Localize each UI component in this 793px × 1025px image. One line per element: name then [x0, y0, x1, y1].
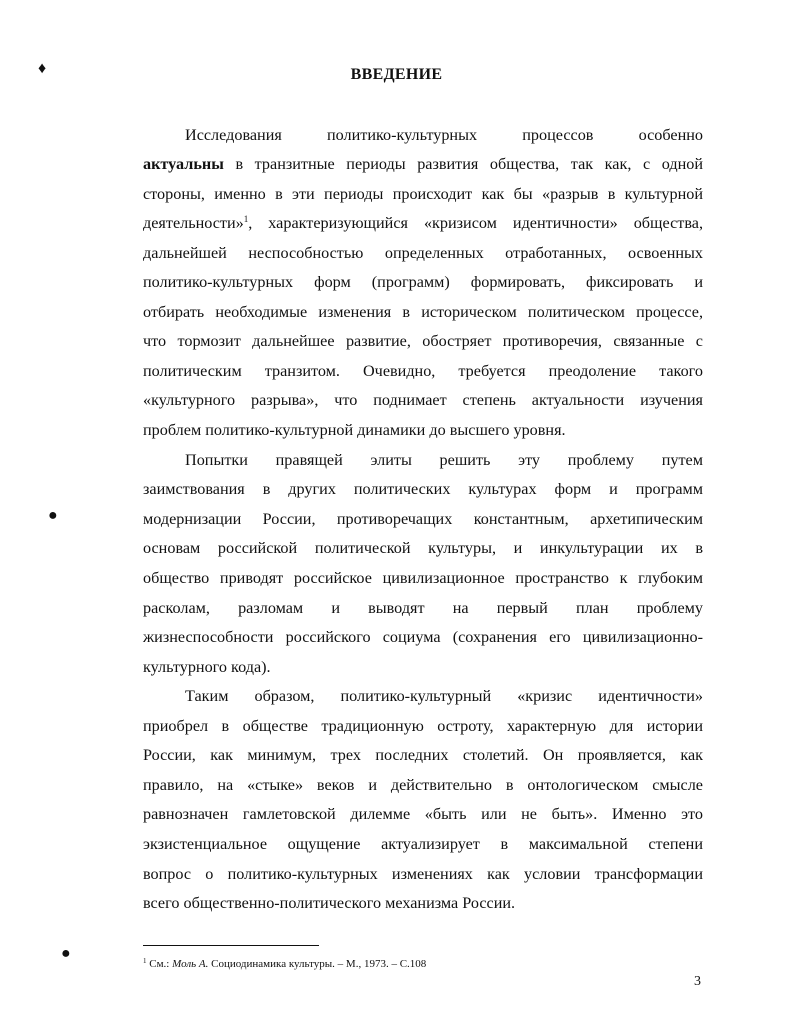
text-line: заимствования в других политических культурах форм и программ	[143, 480, 703, 498]
text-line: расколам, разломам и выводят на первый план проблему	[143, 599, 703, 617]
page-number: 3	[694, 974, 701, 989]
footnote-divider	[143, 945, 319, 946]
text-line: политическим транзитом. Очевидно, требуется преодоление такого	[143, 362, 703, 380]
footnote-author: Моль А.	[172, 958, 209, 970]
text-line: вопрос о политико-культурных изменениях как условии трансформации	[143, 865, 703, 883]
binding-hole-mark-bottom: ●	[61, 945, 71, 962]
text-line: проблем политико-культурной динамики до высшего уровня.	[143, 421, 566, 439]
page-title: ВВЕДЕНИЕ	[350, 66, 443, 83]
bold-keyword: актуальны	[143, 155, 224, 173]
text-line: политико-культурных форм (программ) формировать, фиксировать и	[143, 273, 703, 291]
text-line: правило, на «стыке» веков и действительно в онтологическом смысле	[143, 776, 703, 794]
text-line: что тормозит дальнейшее развитие, обостряет противоречия, связанные с	[143, 332, 703, 350]
text-line: приобрел в обществе традиционную остроту, характерную для истории	[143, 717, 703, 735]
text-line: отбирать необходимые изменения в историческом политическом процессе,	[143, 303, 703, 321]
footnote-mark: 1	[143, 957, 147, 965]
text-line: всего общественно-политического механизма России.	[143, 894, 516, 912]
text-line: равнозначен гамлетовской дилемме «быть или не быть». Именно это	[143, 805, 703, 823]
text-line: стороны, именно в эти периоды происходит как бы «разрыв в культурной	[143, 185, 703, 203]
text-line: дальнейшей неспособностью определенных отработанных, освоенных	[143, 244, 703, 262]
text-line: основам российской политической культуры, и инкультурации их в	[143, 539, 703, 557]
text-line: «культурного разрыва», что поднимает степень актуальности изучения	[143, 391, 703, 409]
text-line: Исследования политико-культурных процессов особенно	[185, 126, 703, 144]
binding-hole-mark-middle: ●	[48, 507, 58, 524]
text-line: общество приводят российское цивилизационное пространство к глубоким	[143, 569, 703, 587]
text-line: Таким образом, политико-культурный «кризис идентичности»	[185, 687, 703, 705]
text-line: культурного кода).	[143, 658, 271, 676]
text-line: деятельности»$^1$, характеризующийся «кризисом идентичности» общества,	[143, 214, 703, 232]
text-line: модернизации России, противоречащих константным, архетипическим	[143, 510, 703, 528]
text-line: жизнеспособности российского социума (сохранения его цивилизационно-	[143, 628, 703, 646]
binding-hole-mark-top: ♦	[38, 60, 47, 77]
text-line: экзистенциальное ощущение актуализирует в максимальной степени	[143, 835, 703, 853]
footnote-reference[interactable]: 1	[243, 214, 249, 224]
text-line: актуальны в транзитные периоды развития общества, так как, с одной	[143, 155, 703, 173]
text-line: Попытки правящей элиты решить эту проблему путем	[185, 451, 703, 469]
footnote: $^1$ См.: Моль А. Социодинамика культуры. – М., 1973. – С.108	[143, 957, 427, 970]
text-line: России, как минимум, трех последних столетий. Он проявляется, как	[143, 746, 703, 764]
